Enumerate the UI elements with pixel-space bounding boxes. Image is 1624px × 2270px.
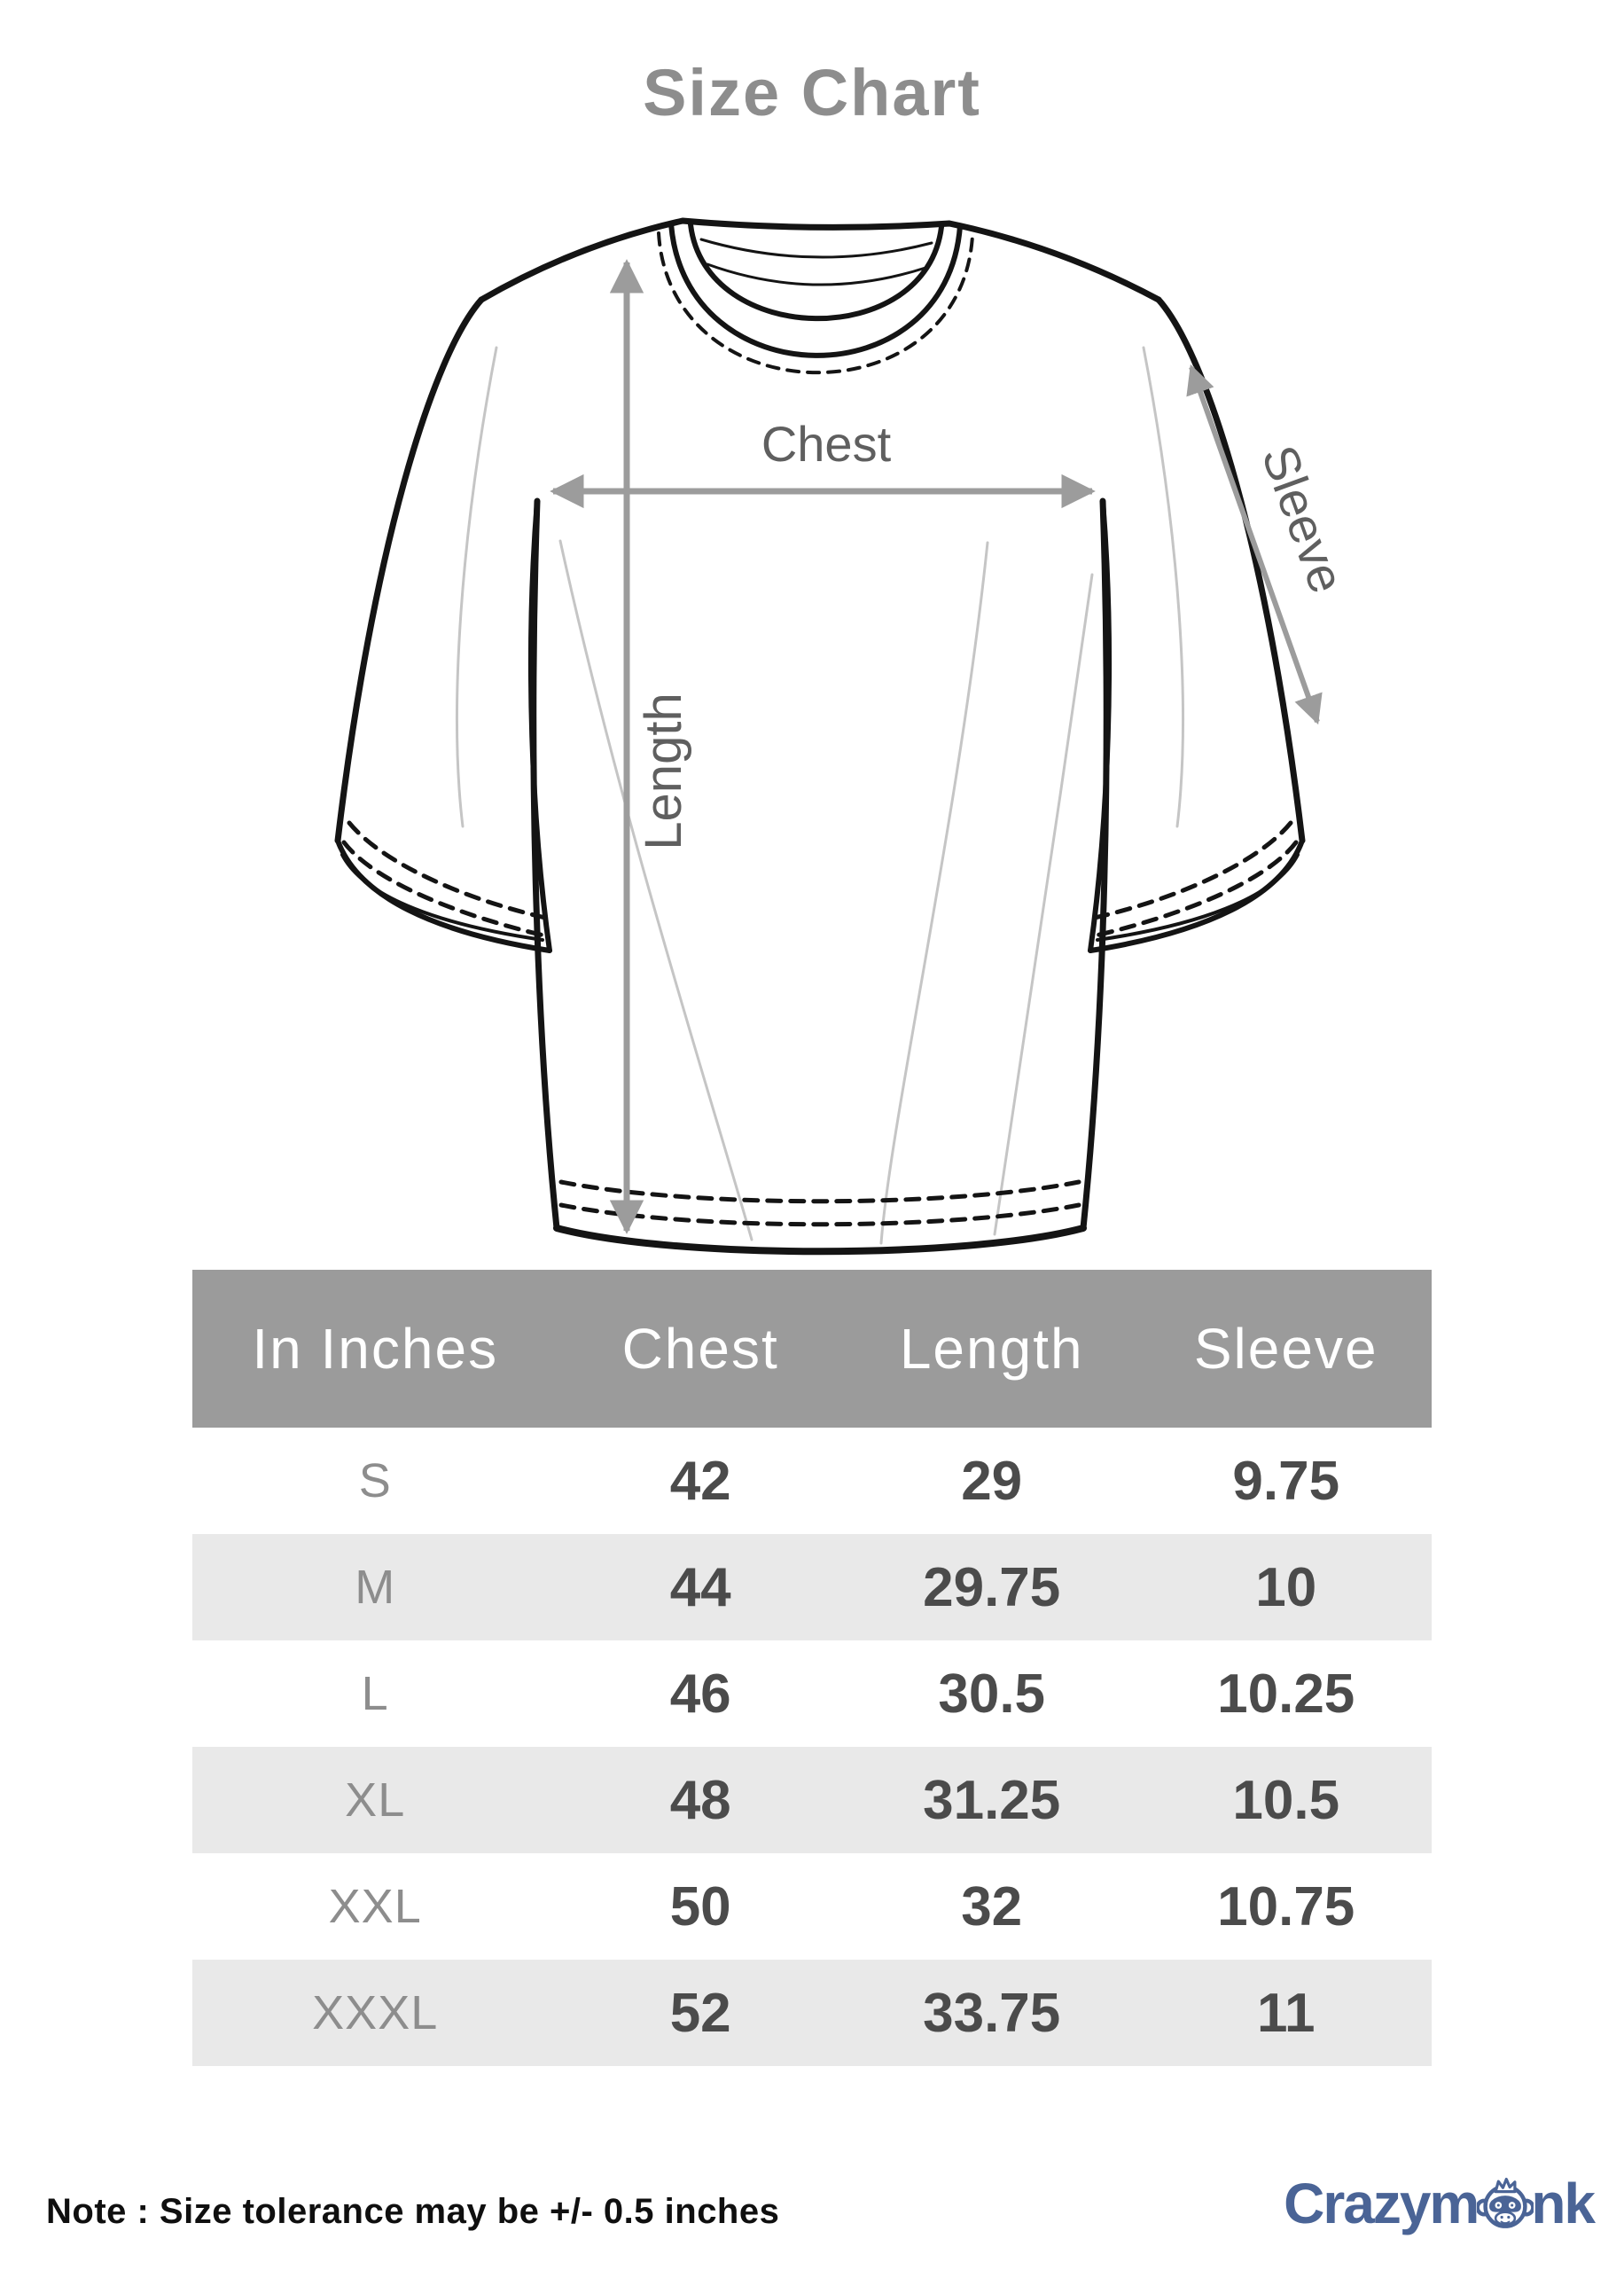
size-label: XXL [328, 1880, 422, 1933]
length-value: 33.75 [923, 1982, 1061, 2044]
sleeve-value: 10 [1255, 1556, 1317, 1618]
col-header-unit: In Inches [252, 1317, 499, 1381]
brand-logo [1284, 2171, 1594, 2236]
length-value: 32 [961, 1875, 1023, 1937]
sleeve-value: 10.75 [1217, 1875, 1355, 1937]
size-row-xxl [192, 1853, 1432, 1960]
col-header-sleeve: Sleeve [1193, 1317, 1378, 1381]
sleeve-value: 11 [1256, 1982, 1316, 2044]
chest-label: Chest [761, 416, 892, 472]
tolerance-note: Note : Size tolerance may be +/- 0.5 inches [46, 2192, 780, 2231]
stitch-lines [344, 823, 1296, 1225]
length-value: 29 [961, 1450, 1023, 1512]
length-value: 29.75 [923, 1556, 1061, 1618]
size-label: XXXL [312, 1986, 439, 2039]
sleeve-value: 9.75 [1232, 1450, 1340, 1512]
monkey-face-icon [1477, 2177, 1534, 2234]
length-value: 31.25 [923, 1769, 1061, 1831]
size-table-header [192, 1270, 1432, 1428]
diagram-labels [635, 416, 1355, 850]
brand-text-prefix: Crazym [1284, 2172, 1479, 2235]
col-header-chest: Chest [621, 1317, 779, 1381]
size-label: L [361, 1667, 389, 1720]
length-label: Length [635, 693, 692, 850]
size-row-m [192, 1534, 1432, 1640]
sleeve-value: 10.25 [1217, 1663, 1355, 1725]
chest-value: 44 [669, 1556, 731, 1618]
size-row-xxxl [192, 1960, 1432, 2066]
tshirt-outline [338, 221, 1302, 1251]
col-header-length: Length [899, 1317, 1084, 1381]
collar [659, 223, 972, 372]
size-row-l [192, 1640, 1432, 1747]
chest-value: 50 [669, 1875, 731, 1937]
size-row-s [192, 1428, 1432, 1534]
chest-value: 52 [669, 1982, 731, 2044]
brand-text-suffix: nk [1531, 2172, 1594, 2235]
page-title: Size Chart [643, 56, 981, 129]
sleeve-label: Sleeve [1251, 438, 1356, 600]
length-value: 30.5 [938, 1663, 1046, 1725]
size-label: M [355, 1561, 396, 1614]
size-label: XL [345, 1773, 406, 1827]
size-table [192, 1270, 1432, 2066]
chest-value: 46 [669, 1663, 731, 1725]
fabric-crease-lines [457, 348, 1183, 1243]
chest-value: 42 [669, 1450, 731, 1512]
size-label: S [358, 1454, 392, 1507]
size-row-xl [192, 1747, 1432, 1853]
chest-value: 48 [669, 1769, 731, 1831]
sleeve-value: 10.5 [1232, 1769, 1340, 1831]
